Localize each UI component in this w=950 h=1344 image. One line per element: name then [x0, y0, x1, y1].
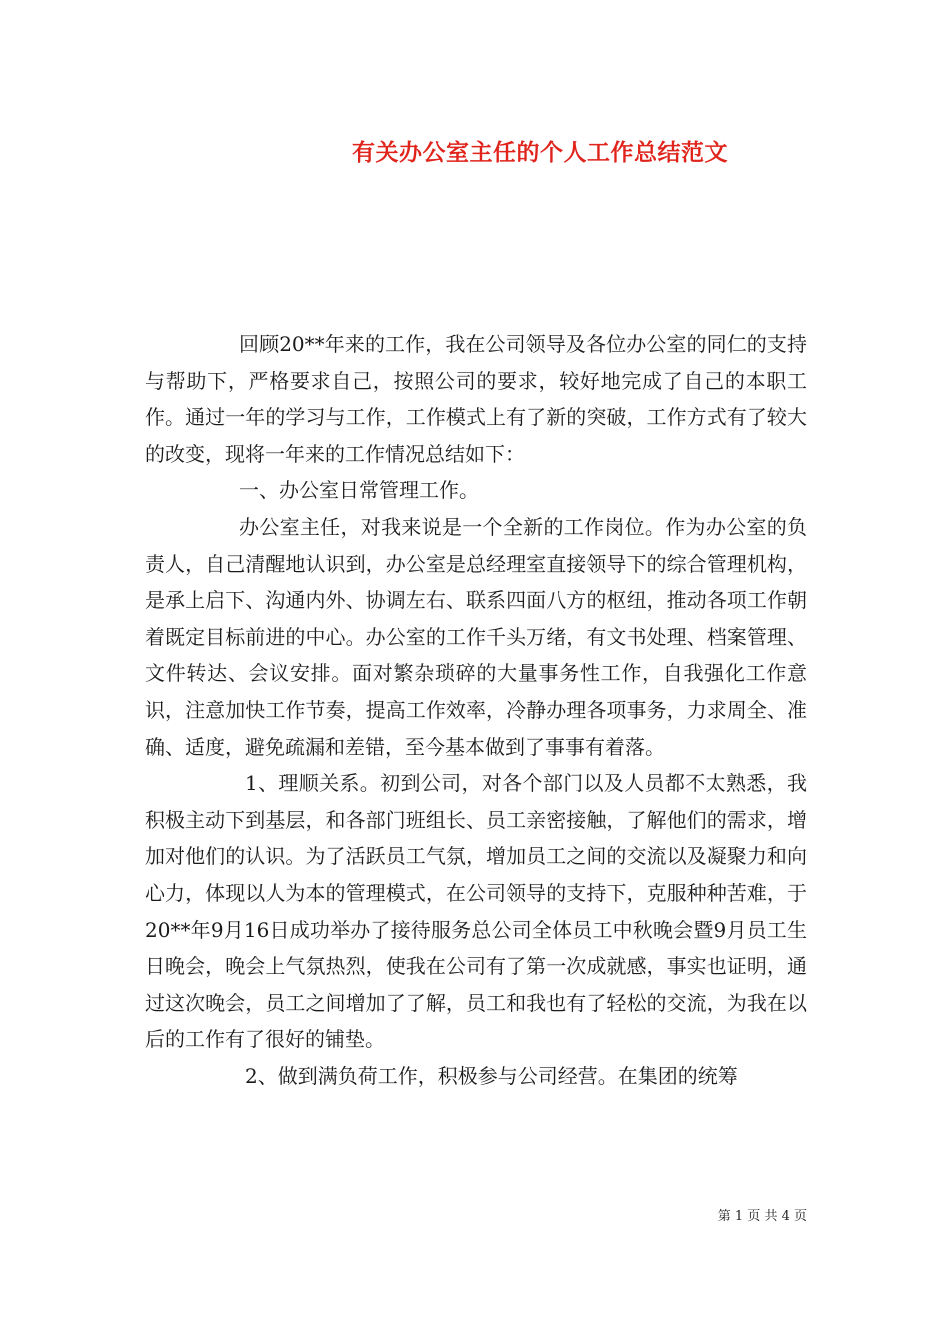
document-title: 有关办公室主任的个人工作总结范文 — [352, 139, 728, 166]
paragraph-intro: 回顾20**年来的工作，我在公司领导及各位办公室的同仁的支持与帮助下，严格要求自己，按照公司的要求，较好地完成了自己的本职工作。通过一年的学习与工作，工作模式上有了新的突破，工作方式有了较大的改变，现将一年来的工作情况总结如下： — [145, 332, 807, 466]
paragraph-relations: 1、理顺关系。初到公司，对各个部门以及人员都不太熟悉，我积极主动下到基层，和各部门班组长、员工亲密接触，了解他们的需求，增加对他们的认识。为了活跃员工气氛，增加员工之间的交流以及凝聚力和向心力，体现以人为本的管理模式，在公司领导的支持下，克服种种苦难，于20**年9月16日成功举办了接待服务总公司全体员工中秋晚会暨9月员工生日晚会，晚会上气氛热烈，使我在公司有了第一次成就感，事实也证明，通过这次晚会，员工之间增加了了解，员工和我也有了轻松的交流，为我在以后的工作有了很好的铺垫。 — [145, 771, 807, 1052]
paragraph-full-load: 2、做到满负荷工作，积极参与公司经营。在集团的统筹 — [245, 1063, 738, 1088]
page-number-footer: 第 1 页 共 4 页 — [717, 1209, 807, 1224]
section-heading-1: 一、办公室日常管理工作。 — [239, 478, 479, 503]
document-body — [145, 326, 807, 1094]
paragraph-office-role: 办公室主任，对我来说是一个全新的工作岗位。作为办公室的负责人，自己清醒地认识到，办公室是总经理室直接领导下的综合管理机构，是承上启下、沟通内外、协调左右、联系四面八方的枢纽，推动各项工作朝着既定目标前进的中心。办公室的工作千头万绪，有文书处理、档案管理、文件转达、会议安排。面对繁杂琐碎的大量事务性工作，自我强化工作意识，注意加快工作节奏，提高工作效率，冷静办理各项事务，力求周全、准确、适度，避免疏漏和差错，至今基本做到了事事有着落。 — [145, 514, 807, 759]
